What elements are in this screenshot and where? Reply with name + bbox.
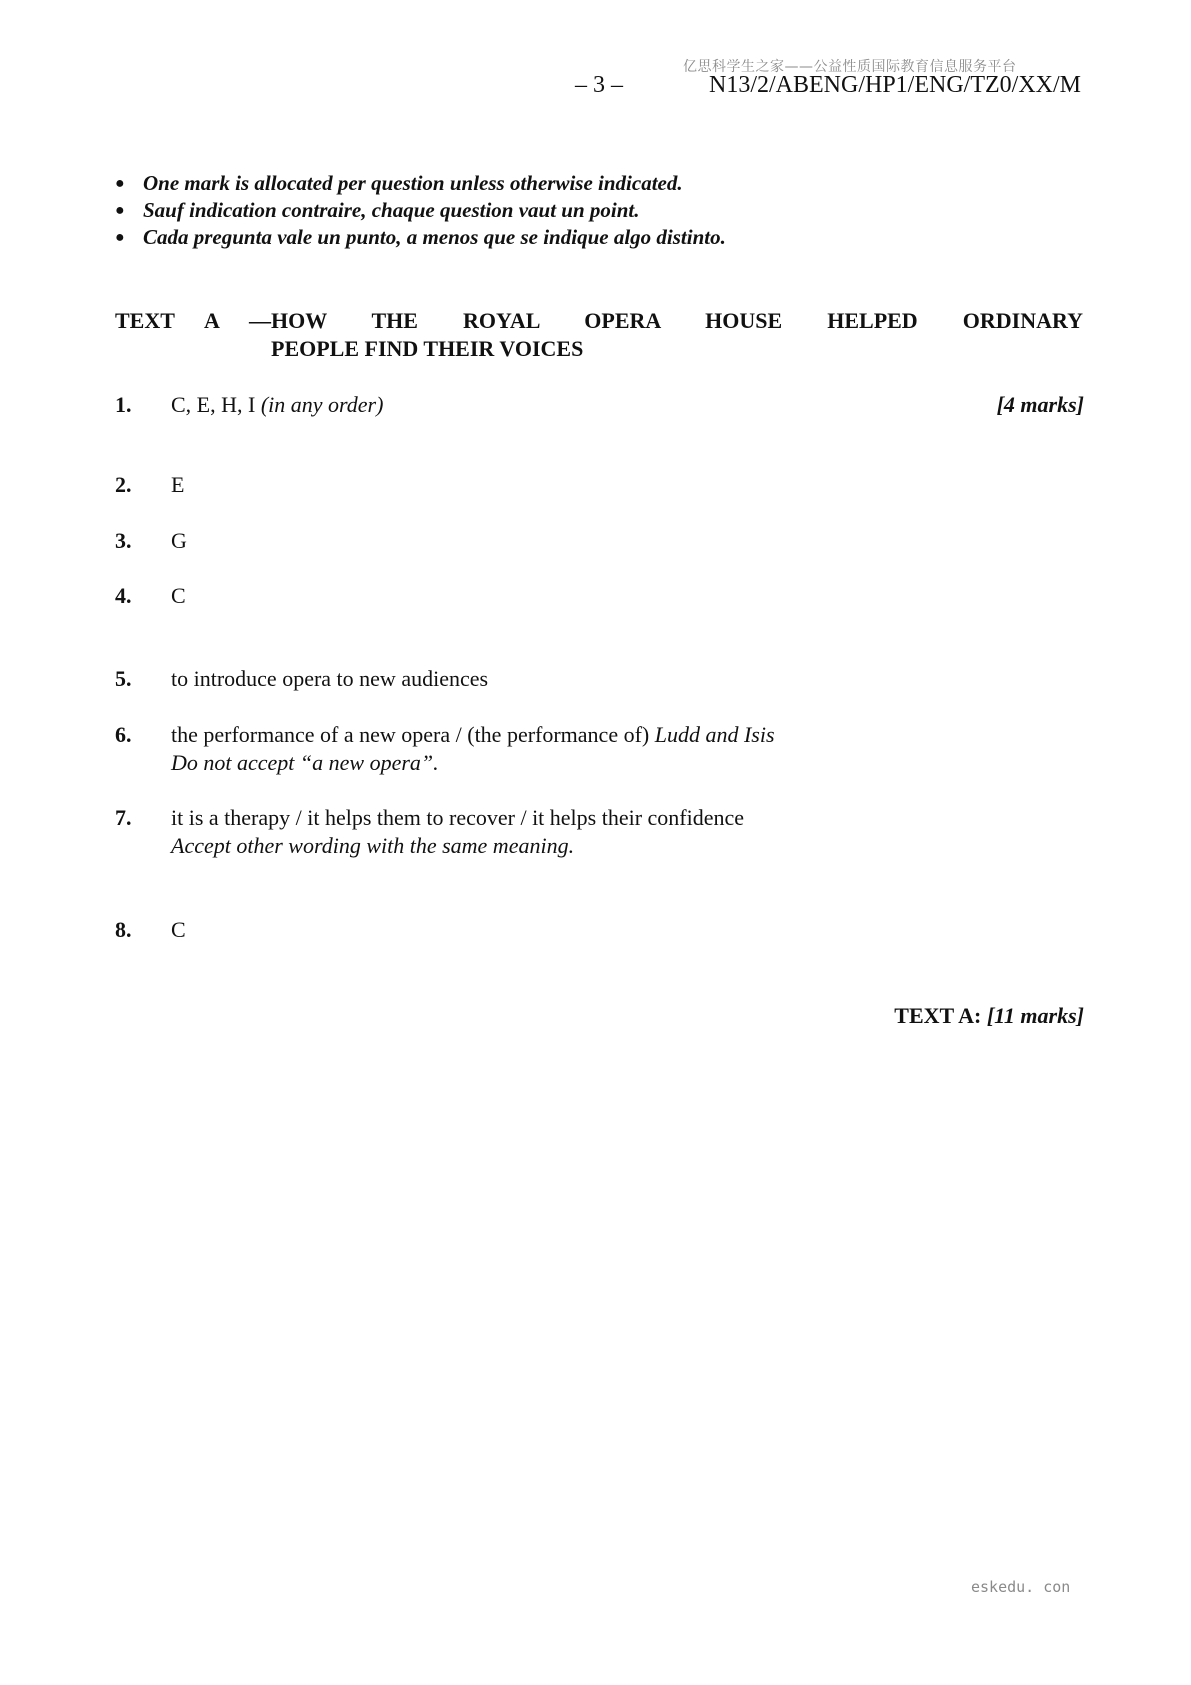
- instruction-spanish: ● Cada pregunta vale un punto, a menos que se indique algo distinto.: [115, 225, 726, 249]
- instruction-french: ● Sauf indication contraire, chaque question vaut un point.: [115, 198, 640, 222]
- answer: E: [171, 472, 185, 497]
- question-number: 3.: [115, 528, 132, 553]
- watermark-top: 亿思科学生之家——公益性质国际教育信息服务平台: [683, 59, 1017, 75]
- document-code: N13/2/ABENG/HP1/ENG/TZ0/XX/M: [709, 72, 1081, 98]
- bullet-icon: ●: [115, 202, 125, 219]
- answer: the performance of a new opera / (the performance of) Ludd and Isis Do not accept “a new opera”.: [171, 722, 775, 775]
- watermark-bottom: eskedu. con: [971, 1578, 1071, 1596]
- question-number: 6.: [115, 722, 132, 747]
- bullet-icon: ●: [115, 229, 125, 246]
- page-number: – 3 –: [575, 72, 623, 98]
- heading-line-1: HOW THE ROYAL OPERA HOUSE HELPED ORDINARY: [271, 308, 1083, 333]
- question-number: 5.: [115, 666, 132, 691]
- question-1-marks: [4 marks]: [996, 392, 1084, 417]
- question-number: 7.: [115, 805, 132, 830]
- answer: C: [171, 583, 186, 608]
- question-number: 1.: [115, 392, 132, 417]
- question-number: 4.: [115, 583, 132, 608]
- marking-note: Do not accept “a new opera”.: [171, 750, 439, 775]
- text-a-total: TEXT A: [11 marks]: [894, 1003, 1084, 1028]
- instruction-english: ● One mark is allocated per question unless otherwise indicated.: [115, 171, 683, 195]
- question-number: 2.: [115, 472, 132, 497]
- question-number: 8.: [115, 917, 132, 942]
- heading-line-2: PEOPLE FIND THEIR VOICES: [271, 336, 584, 361]
- answer: C: [171, 917, 186, 942]
- marking-note: Accept other wording with the same meaning.: [171, 833, 575, 858]
- instructions-list: [115, 170, 726, 251]
- answer: to introduce opera to new audiences: [171, 666, 489, 691]
- heading-prefix: TEXT A —: [115, 308, 271, 333]
- answer-qualifier: (in any order): [260, 392, 384, 417]
- answer: C, E, H, I (in any order): [171, 392, 384, 417]
- answer-title: Ludd and Isis: [654, 722, 775, 747]
- answer: G: [171, 528, 187, 553]
- bullet-icon: ●: [115, 175, 125, 192]
- answer: it is a therapy / it helps them to recover / it helps their confidence Accept other wording with the same meaning.: [171, 805, 745, 858]
